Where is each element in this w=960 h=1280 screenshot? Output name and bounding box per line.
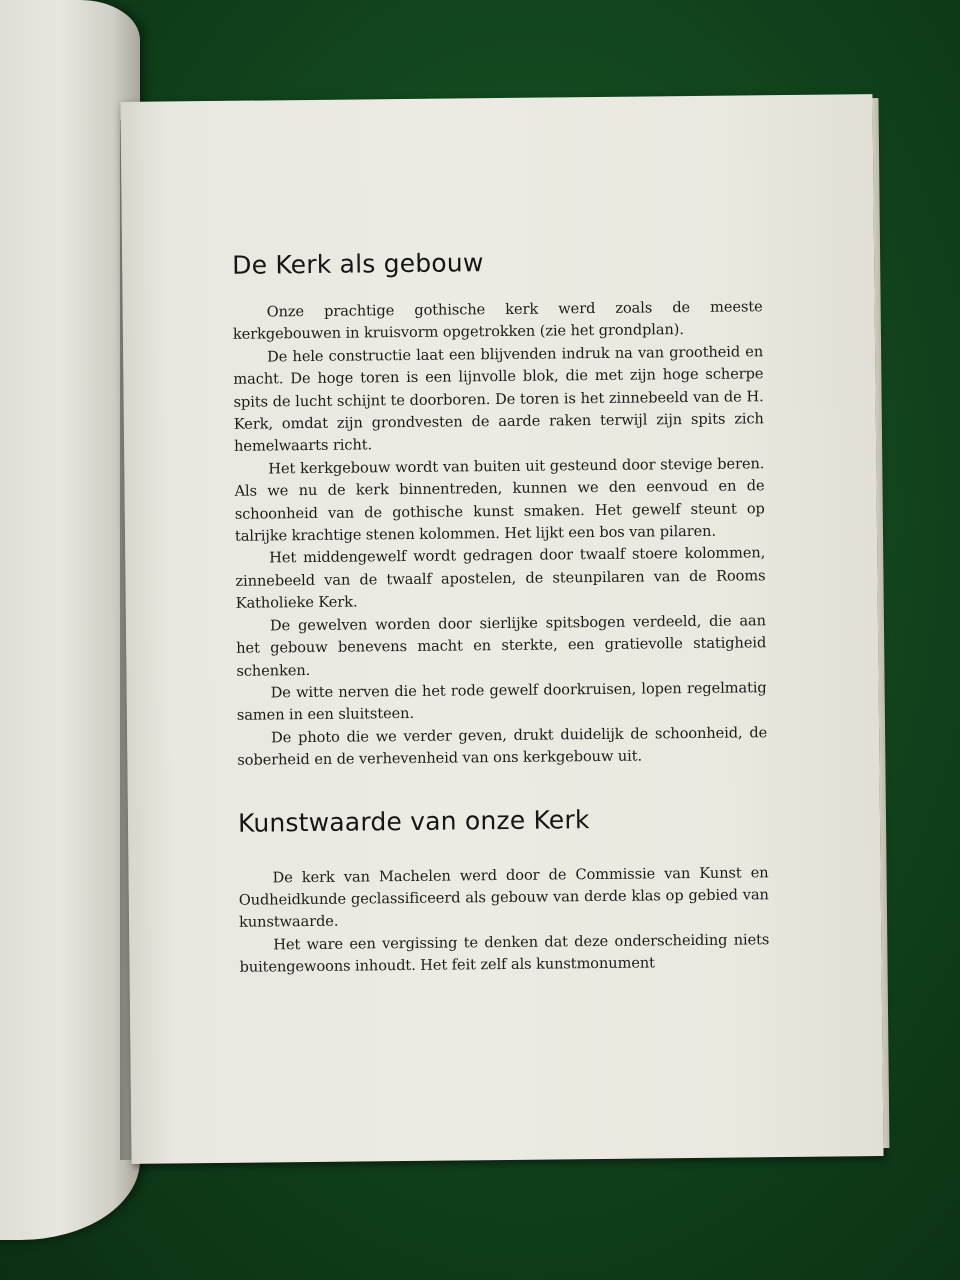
paragraph: De photo die we verder geven, drukt duidelijk de schoonheid, de soberheid en de verhevenheid van ons kerkgebouw uit. bbox=[237, 723, 768, 769]
paragraph: Het kerkgebouw wordt van buiten uit gesteund door stevige beren. Als we nu de kerk binnentreden, kunnen we den eenvoud en de schoonheid van de gothische kunst smaken. Het gewelf steunt op talrijke krachtige stenen kolommen. Het lijkt een bos van pilaren. bbox=[234, 455, 765, 545]
section-heading-art-value: Kunstwaarde van onze Kerk bbox=[237, 804, 590, 838]
paragraph: De gewelven worden door sierlijke spitsbogen verdeeld, die aan het gebouw benevens macht en sterkte, een gratievolle statigheid schenken. bbox=[236, 611, 767, 680]
left-page bbox=[0, 0, 140, 1240]
paragraph: Onze prachtige gothische kerk werd zoals de meeste kerkgebouwen in kruisvorm opgetrokken (zie het grondplan). bbox=[232, 298, 763, 344]
paragraph: De kerk van Machelen werd door de Commissie van Kunst en Oudheidkunde geclassificeerd als gebouw van derde klas op gebied van kunstwaarde. bbox=[238, 863, 769, 932]
paragraph: Het ware een vergissing te denken dat deze onderscheiding niets buitengewoons inhoudt. Het feit zelf als kunstmonument bbox=[239, 930, 770, 976]
paragraph: De witte nerven die het rode gewelf doorkruisen, lopen regelmatig samen in een sluitsteen. bbox=[236, 679, 767, 725]
page-content bbox=[232, 245, 770, 979]
paragraph: De hele constructie laat een blijvenden indruk na van grootheid en macht. De hoge toren is een lijnvolle blok, die met zijn hoge scherpe spits de lucht schijnt te doorboren. De toren is het zinnebeeld van de H. Kerk, omdat zijn grondvesten de aarde raken terwijl zijn spits zich hemelwaarts richt. bbox=[233, 343, 764, 456]
section-heading-building: De Kerk als gebouw bbox=[232, 248, 484, 280]
book-page bbox=[120, 94, 883, 1164]
paragraph: Het middengewelf wordt gedragen door twaalf stoere kolommen, zinnebeeld van de twaalf apostelen, de steunpilaren van de Rooms Katholieke Kerk. bbox=[235, 544, 766, 613]
